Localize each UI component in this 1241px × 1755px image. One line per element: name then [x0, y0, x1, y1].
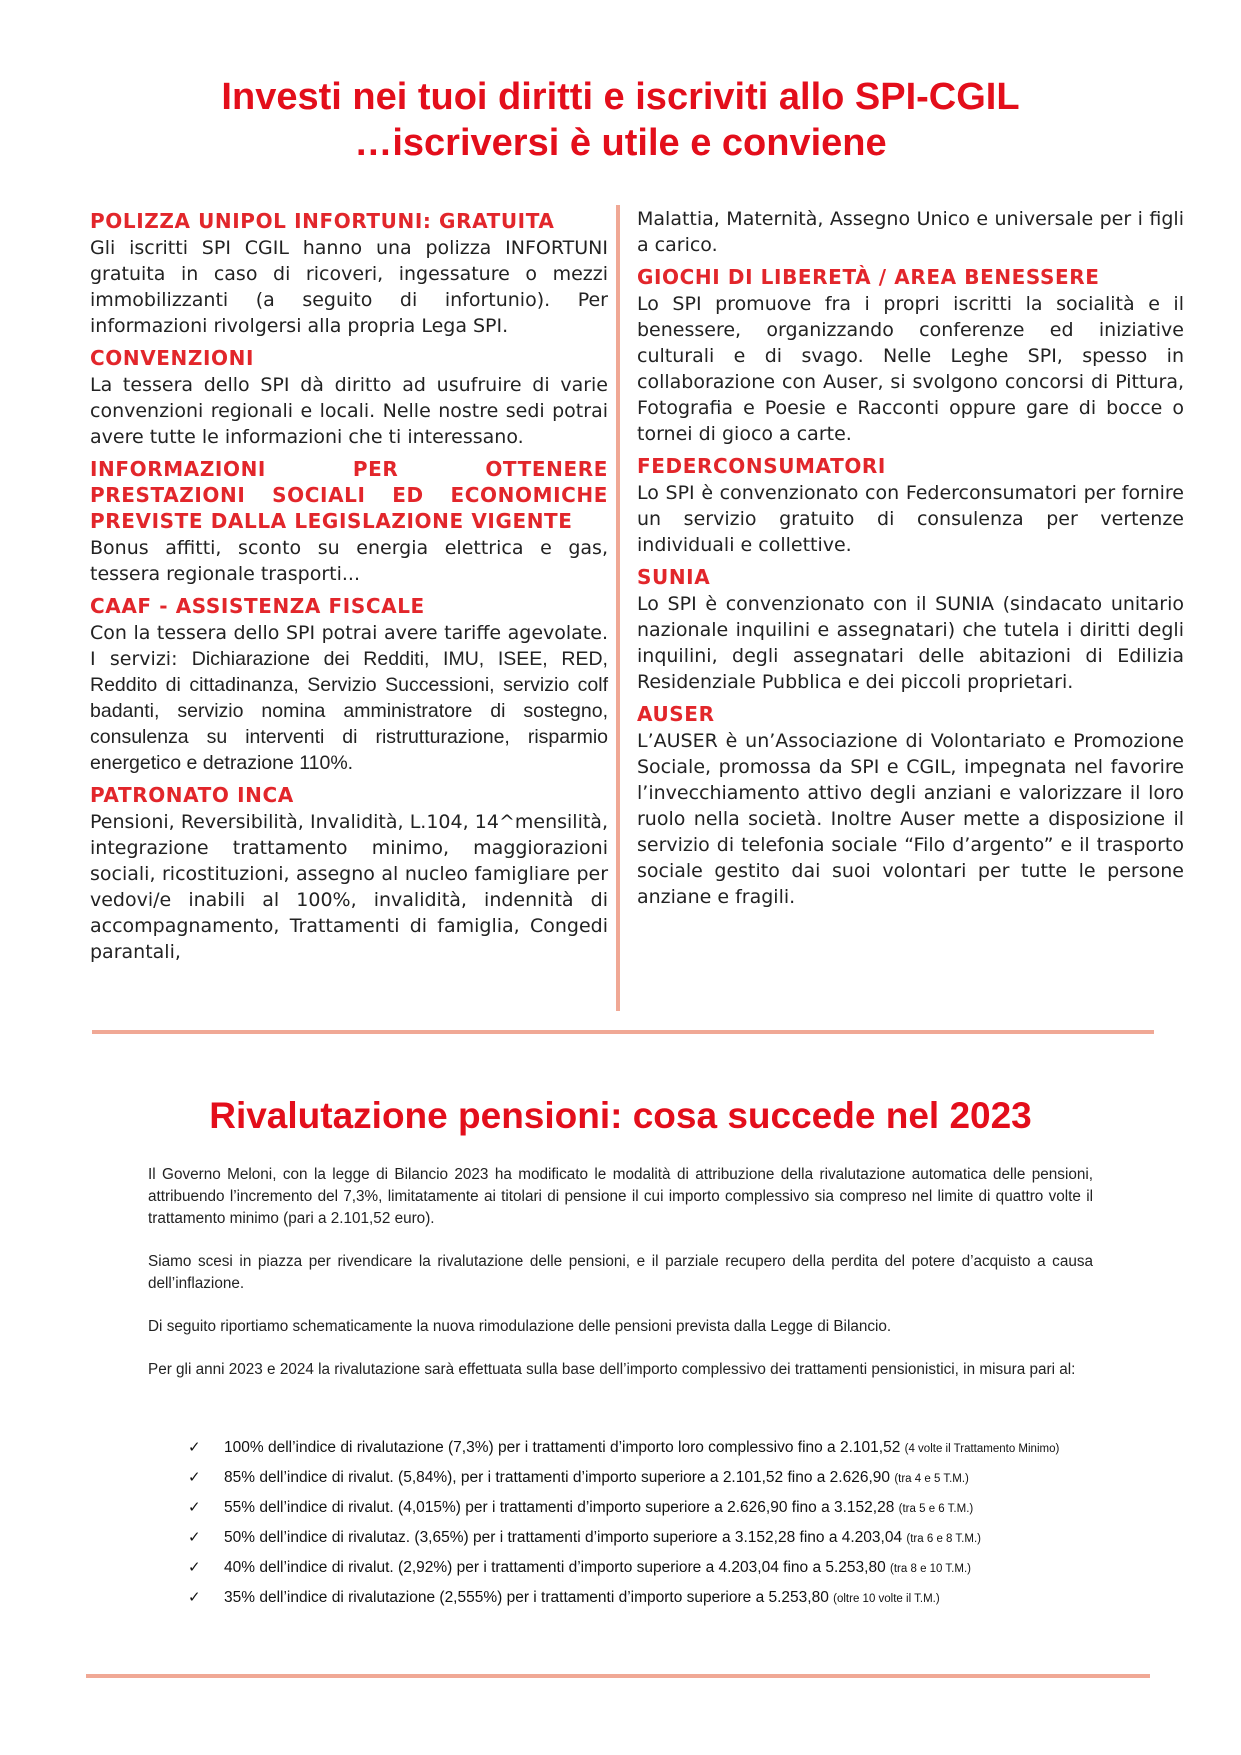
- list-item-text: 85% dell’indice di rivalut. (5,84%), per i trattamenti d’importo superiore a 2.101,52 fino a 2.626,90: [224, 1469, 891, 1486]
- list-item-text: 50% dell’indice di rivalutaz. (3,65%) per i trattamenti d’importo superiore a 3.152,28 fino a 4.203,04: [224, 1529, 903, 1546]
- section-giochi: [637, 264, 1184, 447]
- check-icon: ✓: [188, 1469, 201, 1486]
- section-text: La tessera dello SPI dà diritto ad usufruire di varie convenzioni regionali e locali. Nelle nostre sedi potrai avere tutte le informazioni che ti interessano.: [90, 374, 608, 448]
- section-auser: [637, 701, 1184, 910]
- section-text: Gli iscritti SPI CGIL hanno una polizza INFORTUNI gratuita in caso di ricoveri, ingessature o mezzi immobilizzanti (a seguito di infortunio). Per informazioni rivolgersi alla propria Lega SPI.: [90, 237, 608, 337]
- section-sunia: [637, 564, 1184, 695]
- section-text: Lo SPI promuove fra i propri iscritti la socialità e il benessere, organizzando conferenze ed iniziative culturali e di svago. Nelle Leghe SPI, spesso in collaborazione con Auser, si svolgono concorsi di Pittura, Fotografia e Poesie e Racconti oppure gare di bocce o tornei di gioco a carte.: [637, 293, 1184, 445]
- section-text: Lo SPI è convenzionato con il SUNIA (sindacato unitario nazionale inquilini e assegnatari) che tutela i diritti degli inquilini, degli assegnatari delle abitazioni di Edilizia Residenziale Pubblica e dei piccoli proprietari.: [637, 593, 1184, 693]
- section-caaf: [90, 593, 608, 776]
- check-icon: ✓: [188, 1529, 201, 1546]
- pensioni-paragraph: Per gli anni 2023 e 2024 la rivalutazione sarà effettuata sulla base dell’importo complessivo dei trattamenti pensionistici, in misura pari al:: [148, 1361, 1076, 1378]
- left-column: [90, 208, 608, 965]
- pensioni-paragraph: Siamo scesi in piazza per rivendicare la rivalutazione delle pensioni, e il parziale recupero della perdita del potere d’acquisto a causa dell’inflazione.: [148, 1253, 1093, 1292]
- section-text: Pensioni, Reversibilità, Invalidità, L.104, 14^mensilità, integrazione trattamento minimo, maggiorazioni sociali, ricostituzioni, assegno al nucleo famigliare per vedovi/e inabili al 100%, invalidità, indennità di accompagnamento, Trattamenti di famiglia, Congedi parantali,: [90, 811, 608, 963]
- list-item: [188, 1528, 1108, 1549]
- section-heading: SUNIA: [637, 565, 711, 589]
- check-icon: ✓: [188, 1499, 201, 1516]
- right-column: [637, 206, 1184, 910]
- section-heading: CAAF - ASSISTENZA FISCALE: [90, 594, 425, 618]
- section-divider: [92, 1030, 1154, 1034]
- section-text: Bonus affitti, sconto su energia elettrica e gas, tessera regionale trasporti...: [90, 537, 608, 585]
- section-polizza: [90, 208, 608, 339]
- list-item: [188, 1438, 1108, 1459]
- list-item: [188, 1558, 1108, 1579]
- section-text-services: Dichiarazione dei Redditi, IMU, ISEE, RED, Reddito di cittadinanza, Servizio Successioni, servizio colf badanti, servizio nomina amministratore di sostegno, consulenza su interventi di ristrutturazione, risparmio energetico e detrazione 110%.: [90, 648, 608, 774]
- list-item-note: (oltre 10 volte il T.M.): [833, 1593, 940, 1605]
- pensioni-paragraph: Di seguito riportiamo schematicamente la nuova rimodulazione delle pensioni prevista dalla Legge di Bilancio.: [148, 1318, 892, 1335]
- list-item-text: 40% dell’indice di rivalut. (2,92%) per i trattamenti d’importo superiore a 4.203,04 fino a 5.253,80: [224, 1559, 886, 1576]
- list-item-note: (tra 6 e 8 T.M.): [906, 1533, 981, 1545]
- list-item-note: (tra 5 e 6 T.M.): [898, 1503, 974, 1515]
- section-heading: CONVENZIONI: [90, 346, 255, 370]
- pensioni-title: Rivalutazione pensioni: cosa succede nel 2023: [209, 1095, 1032, 1136]
- column-divider: [616, 205, 620, 1011]
- list-item-text: 55% dell’indice di rivalut. (4,015%) per i trattamenti d’importo superiore a 2.626,90 fino a 3.152,28: [224, 1499, 895, 1516]
- section-informazioni: [90, 456, 608, 587]
- list-item-text: 100% dell’indice di rivalutazione (7,3%) per i trattamenti d’importo loro complessivo fino a 2.101,52: [224, 1439, 901, 1456]
- check-icon: ✓: [188, 1589, 201, 1606]
- list-item-text: 35% dell’indice di rivalutazione (2,555%) per i trattamenti d’importo superiore a 5.253,80: [224, 1589, 829, 1606]
- section-patronato: [90, 782, 608, 965]
- list-item-note: (tra 8 e 10 T.M.): [890, 1563, 971, 1575]
- pensioni-paragraph: Il Governo Meloni, con la legge di Bilancio 2023 ha modificato le modalità di attribuzione della rivalutazione automatica delle pensioni, attribuendo l’incremento del 7,3%, limitatamente ai titolari di pensione il cui importo complessivo sia compreso nel limite di quattro volte il trattamento minimo (pari a 2.101,52 euro).: [148, 1166, 1093, 1227]
- page-title-line1: Investi nei tuoi diritti e iscriviti allo SPI-CGIL: [221, 76, 1020, 118]
- section-federconsumatori: [637, 453, 1184, 558]
- section-convenzioni: [90, 345, 608, 450]
- section-heading: INFORMAZIONI PER OTTENERE PRESTAZIONI SOCIALI ED ECONOMICHE PREVISTE DALLA LEGISLAZIONE VIGENTE: [90, 457, 608, 533]
- section-heading: GIOCHI DI LIBERETÀ / AREA BENESSERE: [637, 265, 1100, 289]
- check-icon: ✓: [188, 1439, 201, 1456]
- section-text: L’AUSER è un’Associazione di Volontariato e Promozione Sociale, promossa da SPI e CGIL, impegnata nel favorire l’invecchiamento attivo degli anziani e valorizzare il loro ruolo nella società. Inoltre Auser mette a disposizione il servizio di telefonia sociale “Filo d’argento” e il trasporto sociale gestito dai suoi volontari per tutte le persone anziane e fragili.: [637, 730, 1184, 908]
- check-icon: ✓: [188, 1559, 201, 1576]
- list-item: [188, 1468, 1108, 1489]
- section-text: Lo SPI è convenzionato con Federconsumatori per fornire un servizio gratuito di consulenza per vertenze individuali e collettive.: [637, 482, 1184, 556]
- section-heading: AUSER: [637, 702, 715, 726]
- list-item: [188, 1588, 1108, 1609]
- section-heading: POLIZZA UNIPOL INFORTUNI: GRATUITA: [90, 209, 555, 233]
- section-heading: PATRONATO INCA: [90, 783, 294, 807]
- footer-divider: [86, 1674, 1150, 1678]
- list-item-note: (tra 4 e 5 T.M.): [894, 1473, 969, 1485]
- list-item-note: (4 volte il Trattamento Minimo): [904, 1443, 1060, 1455]
- page-title-line2: …iscriversi è utile e conviene: [354, 122, 887, 164]
- list-item: [188, 1498, 1108, 1519]
- pensioni-body: [148, 1164, 1093, 1402]
- section-text: [90, 620, 608, 776]
- continuation-text: Malattia, Maternità, Assegno Unico e universale per i figli a carico.: [637, 208, 1184, 256]
- section-heading: FEDERCONSUMATORI: [637, 454, 886, 478]
- rivalutazione-list: [188, 1438, 1108, 1618]
- section-text-intro: Con la tessera dello SPI potrai avere tariffe agevolate. I servizi:: [90, 622, 608, 670]
